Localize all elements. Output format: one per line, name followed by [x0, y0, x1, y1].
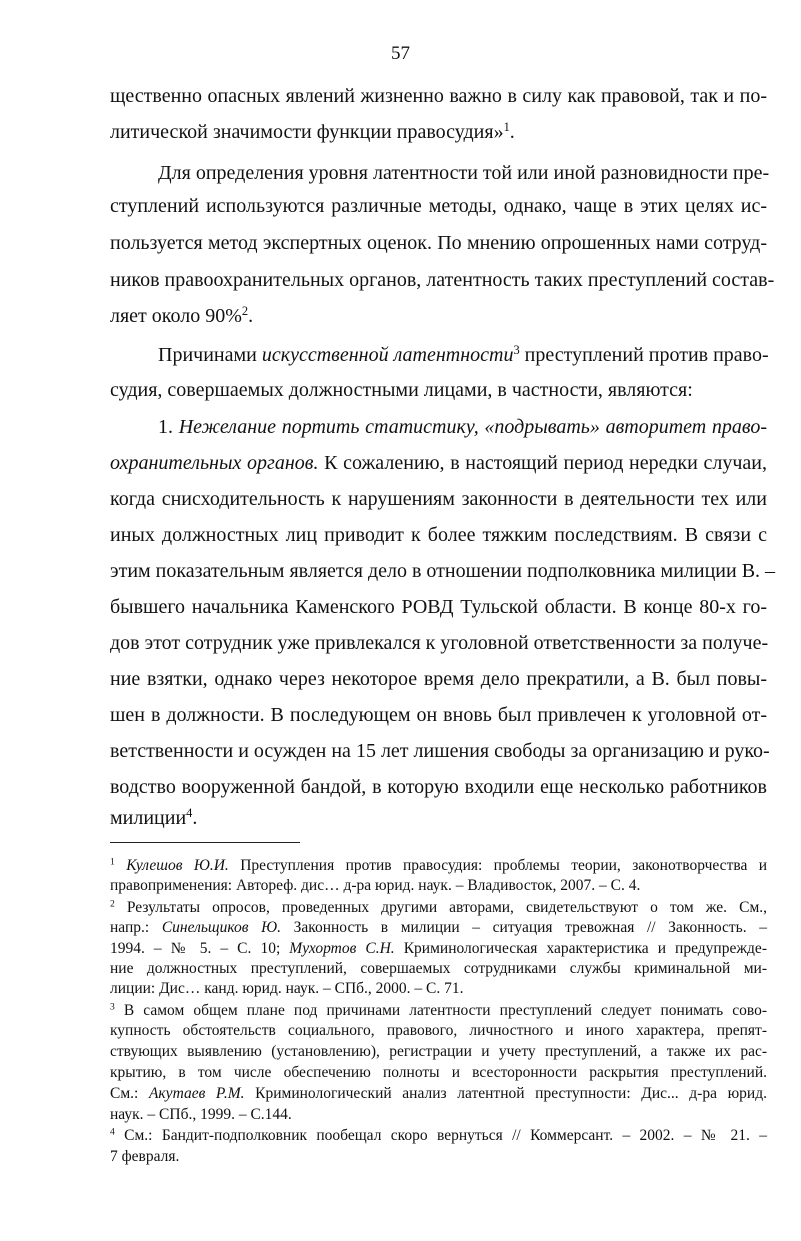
text: Причинами: [158, 344, 262, 366]
text: ние взятки, однако через некоторое время дело прекратили, а В. был повы-: [110, 668, 767, 690]
text: ников правоохранительных органов, латентность таких преступлений состав-: [110, 269, 775, 291]
text: 7 февраля.: [110, 1148, 180, 1165]
text: Преступления против правосудия: проблемы теории, законотворчества и: [228, 857, 768, 874]
body-line: [110, 194, 767, 218]
footnote-line: [110, 898, 767, 917]
body-line: [110, 487, 767, 511]
body-line: [110, 703, 767, 727]
footnote-number: 2: [110, 898, 115, 910]
body-line: [110, 120, 767, 144]
text: 1994. – № 5. – С. 10;: [110, 940, 290, 957]
footnote-line: [110, 1021, 767, 1040]
footnote-line: [110, 1042, 767, 1061]
page-number: 57: [391, 43, 410, 64]
body-line: [158, 343, 767, 367]
text: В самом общем плане под причинами латентности преступлений следует понимать сово-: [114, 1002, 767, 1019]
body-line: [110, 667, 767, 691]
text: милиции: [110, 807, 187, 829]
body-line: [110, 304, 767, 328]
text: ние должностных преступлений, совершаемых сотрудниками службы криминальной ми-: [110, 960, 767, 977]
text: дов этот сотрудник уже привлекался к уголовной ответственности за получе-: [110, 632, 769, 654]
text: ствующих выявлению (установлению), регистрации и учету преступлений, а также их рас-: [110, 1043, 767, 1060]
text: литической значимости функции правосудия»: [110, 121, 504, 143]
body-line: [110, 84, 767, 108]
text: См.: Бандит-подполковник пообещал скоро вернуться // Коммерсант. – 2002. – № 21. –: [114, 1127, 767, 1144]
body-line: [158, 415, 767, 439]
text: пользуется метод экспертных оценок. По мнению опрошенных нами сотруд-: [110, 232, 767, 254]
text: К сожалению, в настоящий период нередки случаи,: [318, 452, 767, 474]
footnote-line: [110, 959, 767, 978]
text: ветственности и осужден на 15 лет лишения свободы за организацию и руко-: [110, 740, 770, 762]
footnote-line: [110, 918, 767, 937]
body-line: [110, 378, 767, 402]
text: Криминологический анализ латентной преступности: Дис... д-ра юрид.: [244, 1085, 767, 1102]
body-line: [110, 451, 767, 475]
text: купность обстоятельств социального, правового, личностного и иного характера, препят-: [110, 1022, 767, 1039]
footnote-line: [110, 1063, 767, 1082]
italic-term: искусственной латентности: [261, 344, 514, 366]
body-line: [110, 523, 767, 547]
text: иных должностных лиц приводит к более тяжким последствиям. В связи с: [110, 524, 767, 546]
text: ступлений используются различные методы, однако, чаще в этих целях ис-: [110, 195, 767, 217]
footnote-line: [110, 1084, 767, 1103]
text: Для определения уровня латентности той или иной разновидности пре-: [158, 162, 770, 184]
italic-heading: Нежелание портить статистику, «подрывать» авторитет право-: [178, 416, 767, 438]
italic-author: Синельщиков Ю.: [161, 919, 281, 936]
text: 1.: [158, 416, 179, 438]
italic-author: Кулешов Ю.И.: [126, 857, 229, 874]
footnote-number: 1: [110, 856, 115, 868]
footnote-line: [110, 876, 767, 895]
footnote-number: 3: [110, 1001, 115, 1013]
italic-author: Мухортов С.Н.: [289, 940, 395, 957]
body-line: [158, 161, 770, 185]
italic-heading: охранительных органов.: [110, 452, 319, 474]
footnote-line: [110, 1001, 767, 1020]
body-line: [110, 559, 776, 583]
text: .: [509, 121, 515, 143]
text: ляет около 90%: [110, 305, 242, 327]
text: Законность в милиции – ситуация тревожная // Законность. –: [280, 919, 767, 936]
text: правоприменения: Автореф. дис… д-ра юрид. наук. – Владивосток, 2007. – С. 4.: [110, 877, 641, 894]
text: крытию, в том числе обеспечению полноты и всесторонности раскрытия преступлений.: [110, 1064, 767, 1081]
footnote-ref: 1: [503, 120, 510, 135]
text: преступлений против право-: [519, 344, 769, 366]
body-line: [110, 775, 767, 799]
text: .: [192, 807, 198, 829]
body-line: [110, 231, 767, 255]
footnote-line: [110, 1105, 767, 1124]
body-line: [110, 631, 767, 655]
body-line: [110, 806, 767, 830]
footnote-line: [110, 1147, 767, 1166]
italic-author: Акутаев Р.М.: [148, 1085, 245, 1102]
text: Криминологическая характеристика и предупрежде-: [394, 940, 767, 957]
text: водство вооруженной бандой, в которую входили еще несколько работников: [110, 776, 767, 798]
text: См.:: [110, 1085, 149, 1102]
text: лиции: Дис… канд. юрид. наук. – СПб., 2000. – С. 71.: [110, 980, 464, 997]
footnote-ref: 2: [241, 304, 249, 319]
text: когда снисходительность к нарушениям законности в деятельности тех или: [110, 488, 767, 510]
footnote-ref: 4: [186, 806, 193, 821]
text: шен в должности. В последующем он вновь был привлечен к уголовной от-: [110, 704, 767, 726]
text: этим показательным является дело в отношении подполковника милиции В. –: [110, 560, 776, 582]
text: .: [248, 305, 254, 327]
footnote-ref: 3: [513, 343, 520, 358]
footnote-separator: [110, 842, 300, 843]
text: судия, совершаемых должностными лицами, в частности, являются:: [110, 379, 693, 401]
text: напр.:: [110, 919, 162, 936]
body-line: [110, 595, 767, 619]
footnote-line: [110, 1126, 767, 1145]
body-line: [110, 268, 775, 292]
footnote-line: [110, 939, 767, 958]
text: наук. – СПб., 1999. – С.144.: [110, 1106, 292, 1123]
text: щественно опасных явлений жизненно важно в силу как правовой, так и по-: [110, 85, 767, 107]
footnote-line: [110, 856, 767, 875]
body-line: [110, 739, 770, 763]
footnote-number: 4: [110, 1126, 115, 1138]
footnote-line: [110, 979, 767, 998]
text: Результаты опросов, проведенных другими авторами, свидетельствуют о том же. См.,: [114, 899, 767, 916]
text: бывшего начальника Каменского РОВД Тульской области. В конце 80-х го-: [110, 596, 767, 618]
